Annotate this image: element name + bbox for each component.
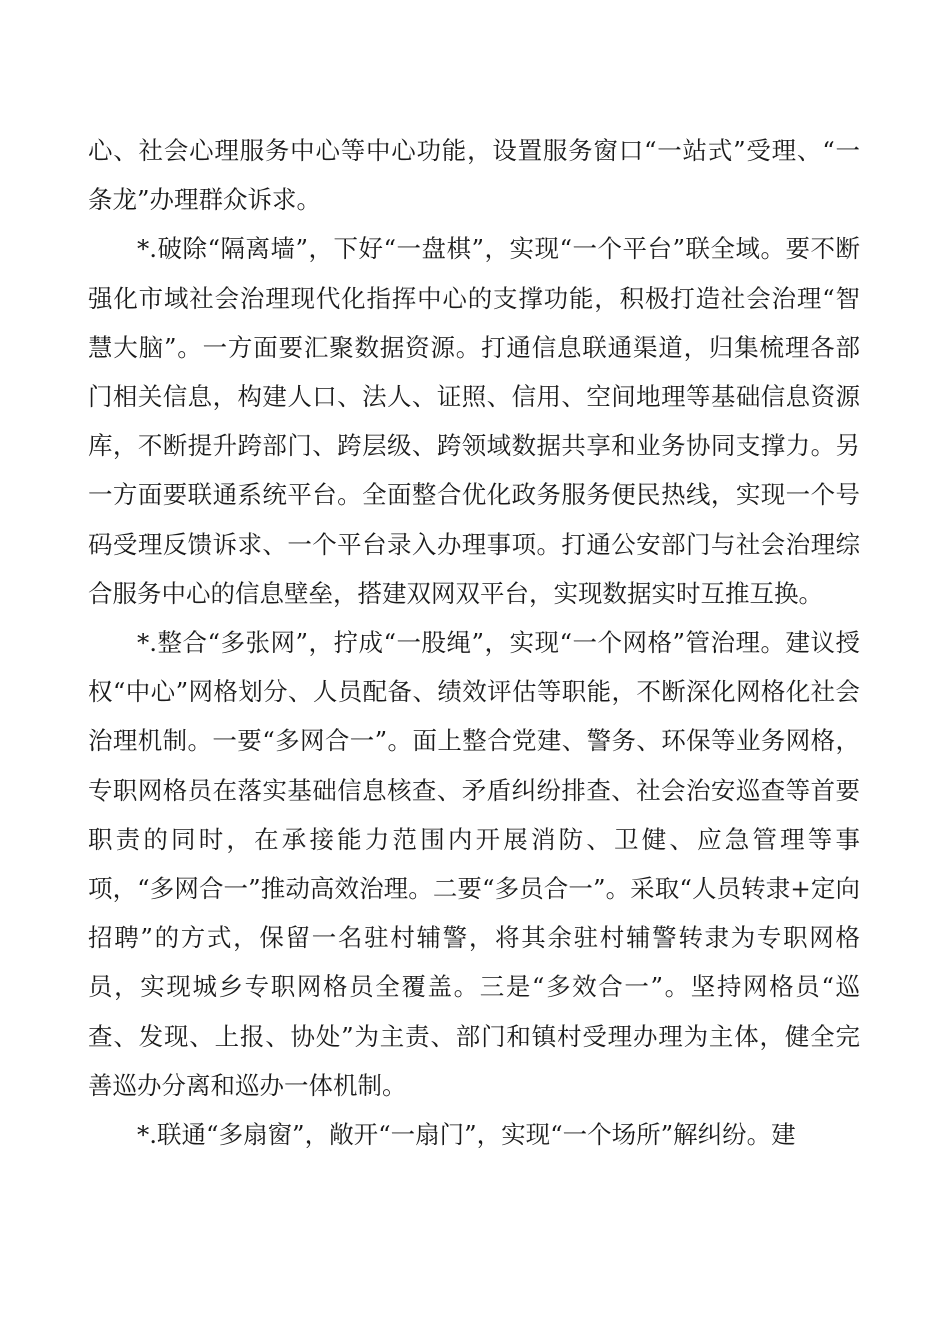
document-body — [88, 126, 860, 1159]
paragraph-unified-venue: *.联通“多扇窗”，敞开“一扇门”，实现“一个场所”解纠纷。建 — [137, 1120, 796, 1150]
paragraph-continuation: 心、社会心理服务中心等中心功能，设置服务窗口“一站式”受理、“一条龙”办理群众诉求。 — [88, 136, 860, 215]
paragraph-unified-platform: *.破除“隔离墙”，下好“一盘棋”，实现“一个平台”联全域。要不断强化市域社会治理现代化指挥中心的支撑功能，积极打造社会治理“智慧大脑”。一方面要汇聚数据资源。打通信息联通渠道，归集梳理各部门相关信息，构建人口、法人、证照、信用、空间地理等基础信息资源库，不断提升跨部门、跨层级、跨领域数据共享和业务协同支撑力。另一方面要联通系统平台。全面整合优化政务服务便民热线，实现一个号码受理反馈诉求、一个平台录入办理事项。打通公安部门与社会治理综合服务中心的信息壁垒，搭建双网双平台，实现数据实时互推互换。 — [88, 234, 860, 608]
paragraph-unified-grid: *.整合“多张网”，拧成“一股绳”，实现“一个网格”管治理。建议授权“中心”网格划分、人员配备、绩效评估等职能，不断深化网格化社会治理机制。一要“多网合一”。面上整合党建、警务、环保等业务网格，专职网格员在落实基础信息核查、矛盾纠纷排查、社会治安巡查等首要职责的同时，在承接能力范围内开展消防、卫健、应急管理等事项，“多网合一”推动高效治理。二要“多员合一”。采取“人员转隶+定向招聘”的方式，保留一名驻村辅警，将其余驻村辅警转隶为专职网格员，实现城乡专职网格员全覆盖。三是“多效合一”。坚持网格员“巡查、发现、上报、协处”为主责、部门和镇村受理办理为主体，健全完善巡办分离和巡办一体机制。 — [88, 628, 860, 1100]
